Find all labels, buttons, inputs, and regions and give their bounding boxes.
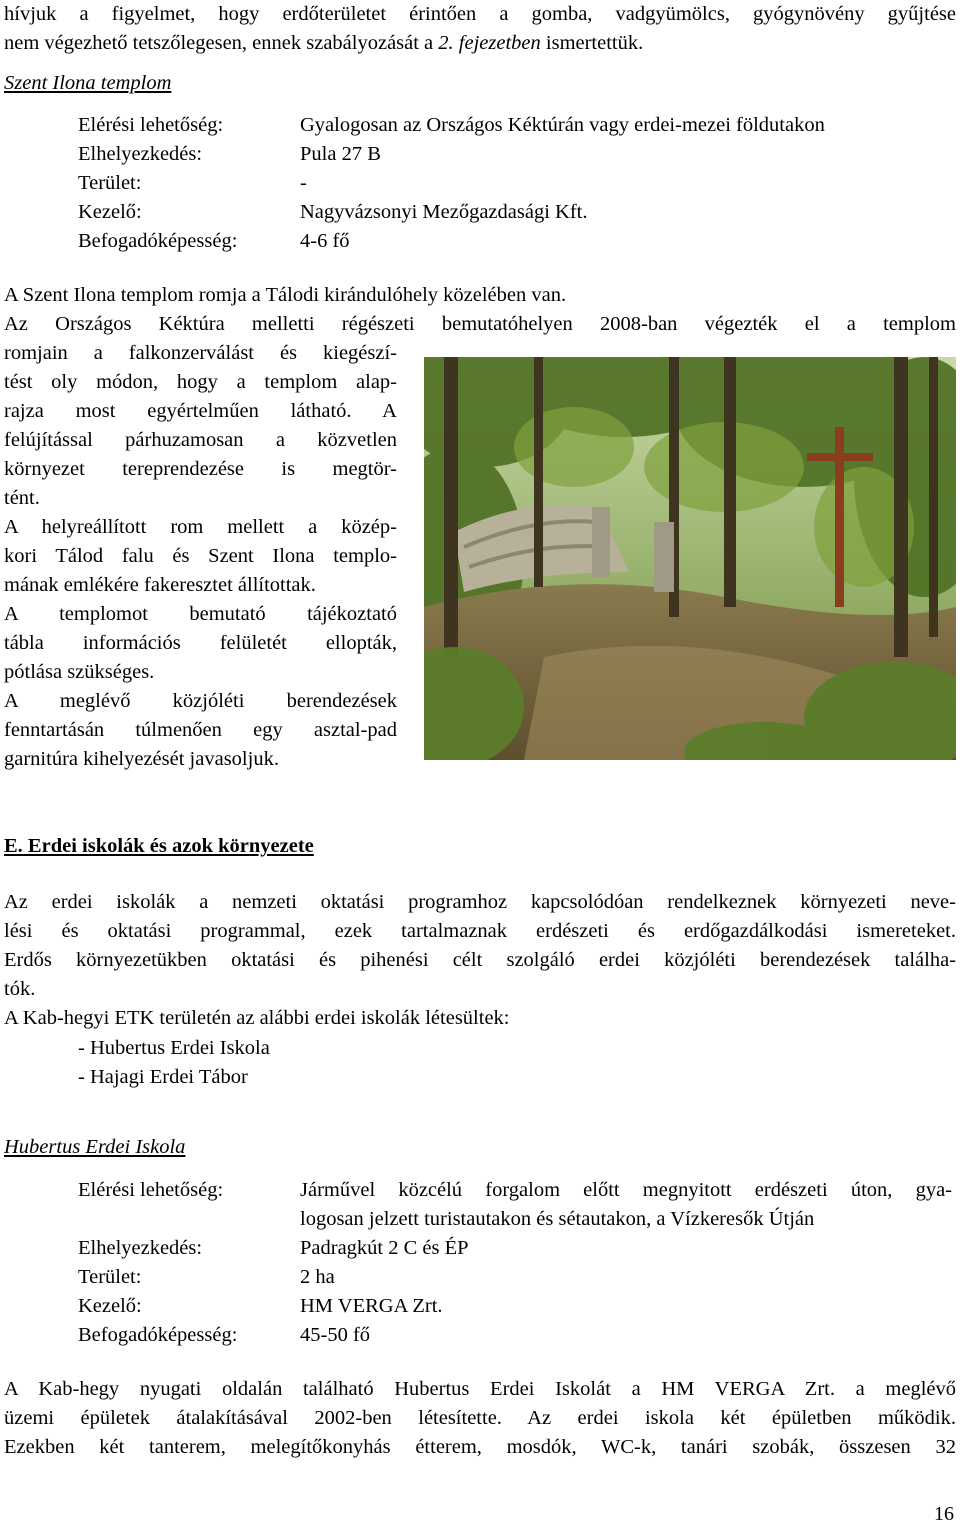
wrap-line: A meglévő közjóléti berendezések: [4, 690, 397, 712]
info-value: -: [300, 172, 307, 194]
page-number: 16: [934, 1503, 954, 1525]
hubertus-title: Hubertus Erdei Iskola: [4, 1136, 186, 1158]
forest-image: [424, 357, 956, 760]
paragraph-line: Ezekben két tanterem, melegítőkonyhás étterem, mosdók, WC-k, tanári szobák, összesen 32: [4, 1436, 956, 1458]
info-value: 2 ha: [300, 1266, 335, 1288]
intro-line-1: hívjuk a figyelmet, hogy erdőterületet érintően a gomba, vadgyümölcs, gyógynövény gyűjtése: [4, 3, 956, 25]
intro-line-2-end: ismertettük.: [540, 32, 644, 54]
info-value: Nagyvázsonyi Mezőgazdasági Kft.: [300, 201, 588, 223]
paragraph-line: Az erdei iskolák a nemzeti oktatási programhoz kapcsolódóan rendelkeznek környezeti neve-: [4, 891, 956, 913]
wrap-line: A helyreállított rom mellett a közép-: [4, 516, 397, 538]
szent-ilona-title: Szent Ilona templom: [4, 72, 172, 94]
info-value: 4-6 fő: [300, 230, 350, 252]
paragraph-line: Erdős környezetükben oktatási és pihenési célt szolgáló erdei közjóléti berendezések találha-: [4, 949, 956, 971]
info-value: Járművel közcélú forgalom előtt megnyitott erdészeti úton, gya-: [300, 1179, 952, 1201]
church-ruin-photo: [424, 357, 956, 760]
chapter-reference: 2. fejezetben: [438, 32, 541, 54]
list-item: - Hubertus Erdei Iskola: [78, 1037, 270, 1059]
info-label: Terület:: [78, 172, 142, 194]
section-e-heading: E. Erdei iskolák és azok környezete: [4, 835, 314, 857]
paragraph-line: Az Országos Kéktúra melletti régészeti bemutatóhelyen 2008-ban végezték el a templom: [4, 313, 956, 335]
info-label: Kezelő:: [78, 1295, 142, 1317]
list-item: - Hajagi Erdei Tábor: [78, 1066, 248, 1088]
wrap-line: A templomot bemutató tájékoztató: [4, 603, 397, 625]
info-label: Befogadóképesség:: [78, 230, 238, 252]
info-label: Elhelyezkedés:: [78, 1237, 203, 1259]
info-value: Padragkút 2 C és ÉP: [300, 1237, 469, 1259]
wrap-line: pótlása szükséges.: [4, 661, 155, 683]
paragraph-line: A Kab-hegyi ETK területén az alábbi erdei iskolák létesültek:: [4, 1007, 510, 1029]
wrap-line: környezet tereprendezése is megtör-: [4, 458, 397, 480]
info-label: Elérési lehetőség:: [78, 1179, 224, 1201]
wrap-line: tént.: [4, 487, 40, 509]
paragraph-line: A Kab-hegy nyugati oldalán található Hubertus Erdei Iskolát a HM VERGA Zrt. a meglévő: [4, 1378, 956, 1400]
paragraph-line: tók.: [4, 978, 36, 1000]
info-value: Gyalogosan az Országos Kéktúrán vagy erdei-mezei földutakon: [300, 114, 825, 136]
paragraph-line: A Szent Ilona templom romja a Tálodi kirándulóhely közelében van.: [4, 284, 567, 306]
info-value: Pula 27 B: [300, 143, 381, 165]
info-label: Kezelő:: [78, 201, 142, 223]
wrap-line: kori Tálod falu és Szent Ilona templo-: [4, 545, 397, 567]
wrap-line: rajza most egyértelműen látható. A: [4, 400, 397, 422]
wrap-line: garnitúra kihelyezését javasoljuk.: [4, 748, 279, 770]
info-value: 45-50 fő: [300, 1324, 371, 1346]
info-label: Elérési lehetőség:: [78, 114, 224, 136]
wrap-line: fenntartásán túlmenően egy asztal-pad: [4, 719, 397, 741]
intro-line-2-text: nem végezhető tetszőlegesen, ennek szabályozását a: [4, 32, 439, 54]
wrap-line: tábla információs felületét ellopták,: [4, 632, 397, 654]
wrap-line: felújítással párhuzamosan a közvetlen: [4, 429, 397, 451]
paragraph-line: lési és oktatási programmal, ezek tartalmaznak erdészeti és erdőgazdálkodási ismereteket.: [4, 920, 956, 942]
wrap-line: romjain a falkonzerválást és kiegészí-: [4, 342, 397, 364]
paragraph-line: üzemi épületek átalakításával 2002-ben létesítette. Az erdei iskola két épületben működik.: [4, 1407, 956, 1429]
info-label: Befogadóképesség:: [78, 1324, 238, 1346]
wrap-line: tést oly módon, hogy a templom alap-: [4, 371, 397, 393]
wrap-line: mának emlékére fakeresztet állítottak.: [4, 574, 316, 596]
intro-line-2: [4, 31, 643, 55]
info-value: HM VERGA Zrt.: [300, 1295, 443, 1317]
info-label: Terület:: [78, 1266, 142, 1288]
info-value: logosan jelzett turistautakon és sétautakon, a Vízkeresők Útján: [300, 1208, 815, 1230]
info-label: Elhelyezkedés:: [78, 143, 203, 165]
